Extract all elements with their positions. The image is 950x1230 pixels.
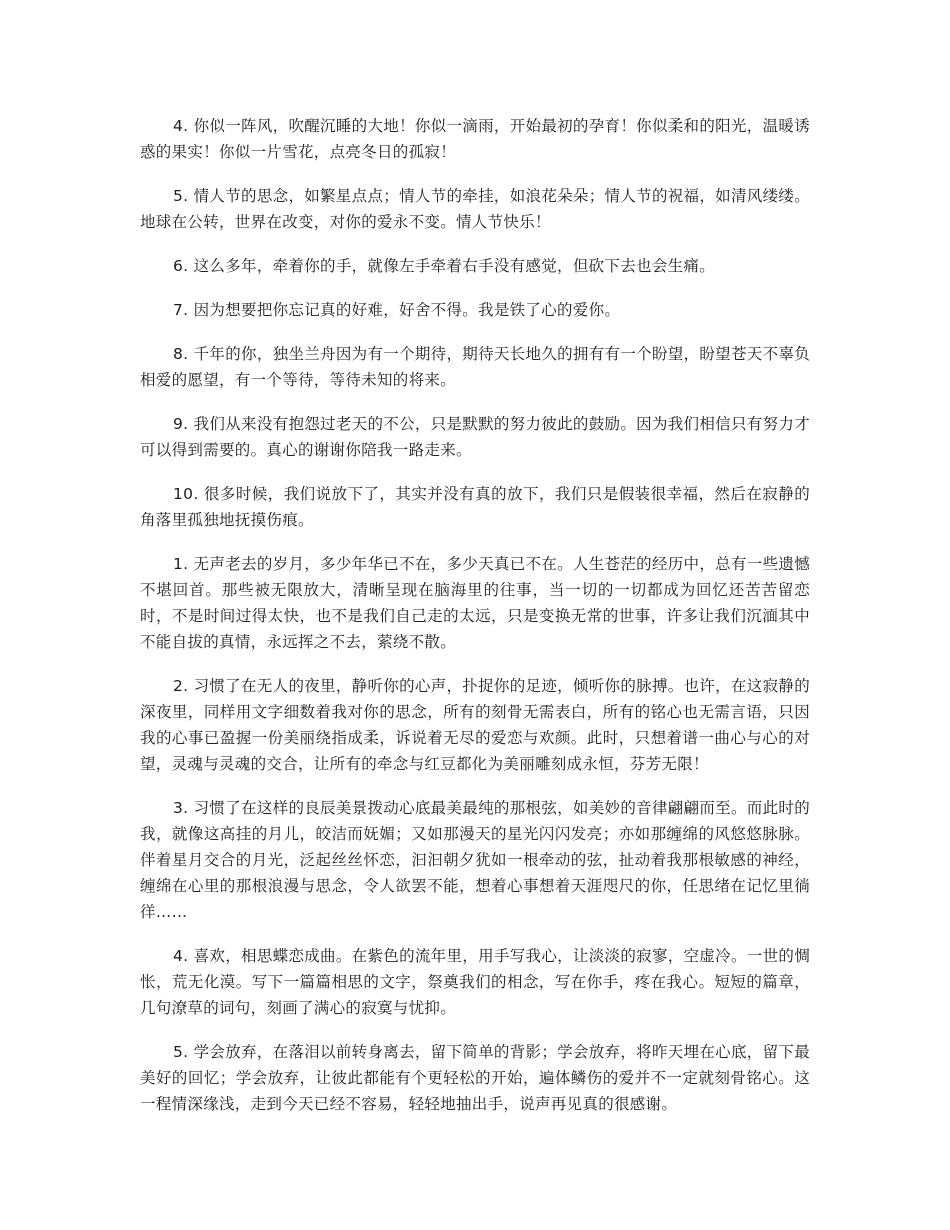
paragraph: 1. 无声老去的岁月，多少年华已不在，多少天真已不在。人生苍茫的经历中，总有一些遗憾不堪回首。那些被无限放大，清晰呈现在脑海里的往事，当一切的一切都成为回忆还苦苦留恋时，不是时间过得太快，也不是我们自己走的太远，只是变换无常的世事，许多让我们沉湎其中不能自拔的真情，永远挥之不去，萦绕不散。 xyxy=(140,555,810,651)
paragraph: 2. 习惯了在无人的夜里，静听你的心声，扑捉你的足迹，倾听你的脉搏。也许，在这寂静的深夜里，同样用文字细数着我对你的思念，所有的刻骨无需表白，所有的铭心也无需言语，只因我的心事已盈握一份美丽绕指成柔，诉说着无尽的爱恋与欢颜。此时，只想着谱一曲心与心的对望，灵魂与灵魂的交合，让所有的牵念与红豆都化为美丽雕刻成永恒，芬芳无限！ xyxy=(140,677,810,773)
paragraph: 7. 因为想要把你忘记真的好难，好舍不得。我是铁了心的爱你。 xyxy=(173,301,621,319)
paragraph: 4. 你似一阵风，吹醒沉睡的大地！你似一滴雨，开始最初的孕育！你似柔和的阳光，温暖诱惑的果实！你似一片雪花，点亮冬日的孤寂！ xyxy=(140,117,810,161)
paragraph: 10. 很多时候，我们说放下了，其实并没有真的放下，我们只是假装很幸福，然后在寂静的角落里孤独地抚摸伤痕。 xyxy=(140,485,810,529)
paragraph: 3. 习惯了在这样的良辰美景拨动心底最美最纯的那根弦，如美妙的音律翩翩而至。而此时的我，就像这高挂的月儿，皎洁而妩媚；又如那漫天的星光闪闪发亮；亦如那缠绵的风悠悠脉脉。伴着星月交合的月光，泛起丝丝怀恋，汩汩朝夕犹如一根牵动的弦，扯动着我那根敏感的神经，缠绵在心里的那根浪漫与思念，令人欲罢不能，想着心事想着天涯咫尺的你，任思绪在记忆里徜徉…… xyxy=(140,799,810,921)
paragraph: 5. 学会放弃，在落泪以前转身离去，留下简单的背影；学会放弃，将昨天埋在心底，留下最美好的回忆；学会放弃，让彼此都能有个更轻松的开始，遍体鳞伤的爱并不一定就刻骨铭心。这一程情深缘浅，走到今天已经不容易，轻轻地抽出手，说声再见真的很感谢。 xyxy=(140,1043,810,1113)
paragraph: 5. 情人节的思念，如繁星点点；情人节的牵挂，如浪花朵朵；情人节的祝福，如清风缕缕。地球在公转，世界在改变，对你的爱永不变。情人节快乐！ xyxy=(140,187,810,231)
document-body xyxy=(140,113,810,1135)
paragraph: 6. 这么多年，牵着你的手，就像左手牵着右手没有感觉，但砍下去也会生痛。 xyxy=(173,257,716,275)
paragraph: 9. 我们从来没有抱怨过老天的不公，只是默默的努力彼此的鼓励。因为我们相信只有努力才可以得到需要的。真心的谢谢你陪我一路走来。 xyxy=(140,415,810,459)
paragraph: 8. 千年的你，独坐兰舟因为有一个期待，期待天长地久的拥有有一个盼望，盼望苍天不辜负相爱的愿望，有一个等待，等待未知的将来。 xyxy=(140,345,810,389)
paragraph: 4. 喜欢，相思蝶恋成曲。在紫色的流年里，用手写我心，让淡淡的寂寥，空虚冷。一世的惆怅，荒无化漠。写下一篇篇相思的文字，祭奠我们的相念，写在你手，疼在我心。短短的篇章，几句潦草的词句，刻画了满心的寂寞与忧抑。 xyxy=(140,947,810,1017)
